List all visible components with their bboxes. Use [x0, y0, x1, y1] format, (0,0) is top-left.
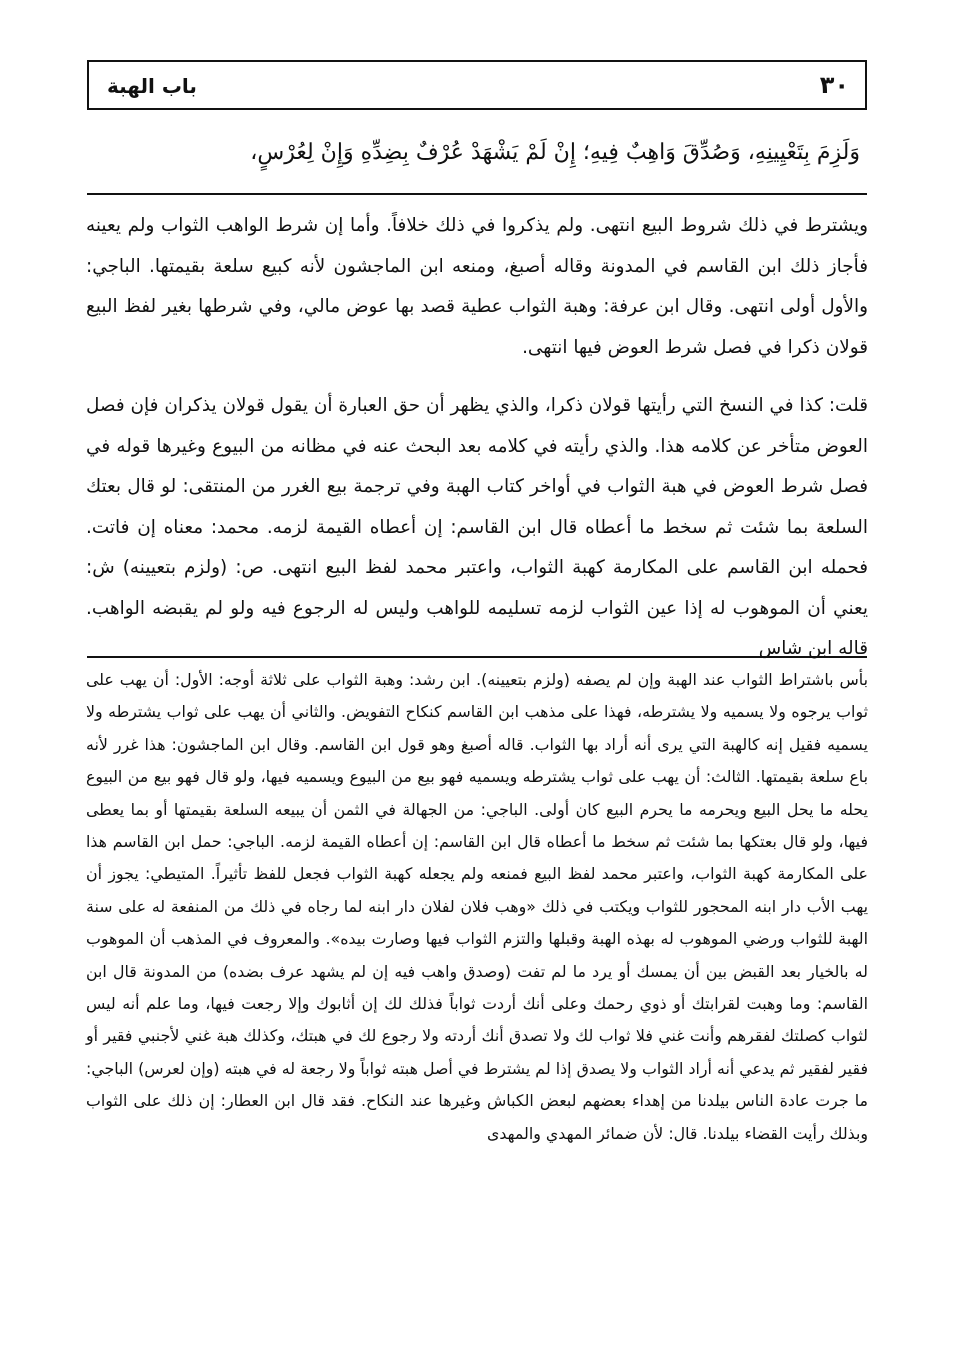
sharh-paragraph-1: ويشترط في ذلك شروط البيع انتهى. ولم يذكروا في ذلك خلافاً. وأما إن شرط الواهب الثواب ولم يعينه فأجاز ذلك ابن القاسم في المدونة وقاله أصبغ، ومنعه ابن الماجشون لأنه كبيع سلعة بقيمتها. الباجي: والأول أولى انتهى. وقال ابن عرفة: وهبة الثواب عطية قصد بها عوض مالي، وفي شرطها بغير لفظ البيع قولان ذكرا في فصل شرط العوض فيها انتهى.: [86, 215, 868, 358]
matn-divider: [87, 193, 867, 195]
hashiya-footnote: بأس باشتراط الثواب عند الهبة وإن لم يصفه (ولزم بتعيينه). ابن رشد: وهبة الثواب على ثلاثة أوجه: الأول: أن يهب على ثواب يرجوه ولا يسميه ولا يشترطه، فهذا على مذهب ابن القاسم كنكاح التفويض. والثاني أن يهب على ثواب يشترطه ولا يسميه فقيل إنه كالهبة التي يرى أنه أراد بها الثواب. قاله أصبغ وهو قول ابن القاسم. وقال ابن الماجشون: هذا غرر لأنه باع سلعة بقيمتها. الثالث: أن يهب على ثواب يشترطه ويسميه فهو بيع من البيوع ويسميه فيها، ولو قال فهو بيع من البيوع يحله ما يحل البيع ويحرمه ما يحرم البيع كان أولى. الباجي: من الجهالة في الثمن أن يبيعه السلعة بقيمتها أو بما يعطى فيها، ولو قال بعتكها بما شئت ثم سخط ما أعطاه قال ابن القاسم: إن أعطاه القيمة لزمه. الباجي: حمل ابن القاسم هذا على المكارمة كهبة الثواب، واعتبر محمد لفظ البيع فمنعه ولم يجعله كهبة الثواب فجعل للفظ تأثيراً. المتيطي: يجوز أن يهب الأب دار ابنه المحجور للثواب ويكتب في ذلك «وهب فلان لفلان دار ابنه لما رجاه في ذلك من المنفعة له على سنة الهبة للثواب ورضي الموهوب له بهذه الهبة وقبلها والتزم الثواب فيها وصارت بيده». والمعروف في المذهب أن الموهوب له بالخيار بعد القبض بين أن يمسك أو يرد ما لم تفت (وصدق واهب فيه إن لم يشهد عرف بضده) من المدونة قال ابن القاسم: وما وهبت لقرابتك أو ذوي رحمك وعلى أنك أردت ثواباً فذلك لك إن أثابوك وإلا رجعت فيها، وما علم أنه ليس لثواب كصلتك لفقرهم وأنت غني فلا ثواب لك ولا تصدق أنك أردته ولا رجوع لك في هبتك، وكذلك هبة غني لأجنبي فقير أو فقير لفقير ثم يدعي أنه أراد الثواب ولا يصدق إذا لم يشترط في أصل هبته ثواباً ولا رجعة له في هبته (وإن لعرس) الباجي: ما جرت عادة الناس بيلدنا من إهداء بعضهم لبعض الكباش وغيرها عند النكاح. فقد قال ابن العطار: إن ذلك على الثواب وبذلك رأيت القضاء بيلدنا. قال: لأن ضمائر المهدي والمهدى: [86, 670, 868, 1143]
running-header: [87, 60, 867, 110]
matn-verse: وَلَزِمَ بِتَعْيِينِهِ، وَصُدِّقَ وَاهِبٌ فِيهِ؛ إِنْ لَمْ يَشْهَدْ عُرْفٌ بِضِدِّهِ وَإِنْ لِعُرْسٍ،: [250, 140, 860, 165]
footnote-divider: [87, 656, 867, 658]
chapter-title: باب الهبة: [107, 74, 197, 98]
page-number: ٣٠: [819, 71, 849, 99]
sharh-paragraph-2: قلت: كذا في النسخ التي رأيتها قولان ذكرا، والذي يظهر أن حق العبارة أن يقول قولان يذكران فإن فصل العوض متأخر عن كلامه هذا. والذي رأيته في كلامه بعد البحث عنه في مظانه من البيوع وغيرها قوله في فصل شرط العوض في هبة الثواب في أواخر كتاب الهبة وفي ترجمة بيع الغرر من المنتقى: لو قال بعتك السلعة بما شئت ثم سخط ما أعطاه قال ابن القاسم: إن أعطاه القيمة لزمه. محمد: معناه إن فاتت. فحمله ابن القاسم على المكارمة كهبة الثواب، واعتبر محمد لفظ البيع انتهى. ص: (ولزم بتعيينه) ش: يعني أن الموهوب له إذا عين الثواب لزمه تسليمه للواهب وليس له الرجوع فيه ولو لم يقبضه الواهب. قاله ابن شاس: [86, 395, 868, 659]
